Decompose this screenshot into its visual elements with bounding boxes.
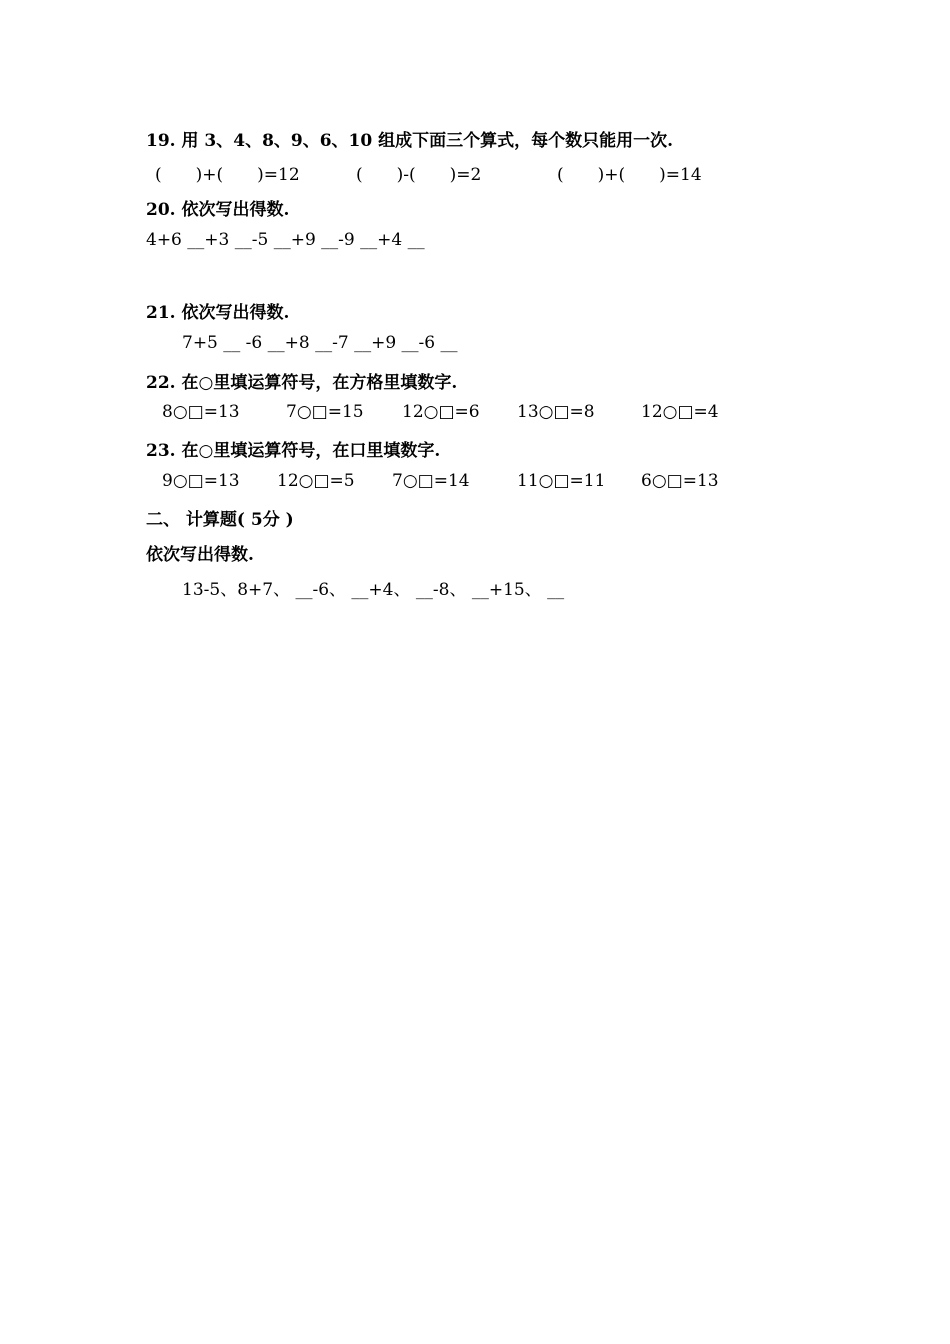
- q23-item-2: 12○□=5: [277, 471, 355, 491]
- q19-equation-2: ( )-( )=2: [356, 165, 482, 185]
- q22-title: 22. 在○里填运算符号，在方格里填数字.: [146, 373, 458, 393]
- q20-chain: 4+6 __+3 __-5 __+9 __-9 __+4 __: [146, 230, 425, 250]
- q21-chain: 7+5 __ -6 __+8 __-7 __+9 __-6 __: [182, 333, 458, 353]
- q21-title: 21. 依次写出得数.: [146, 303, 290, 323]
- q22-item-5: 12○□=4: [641, 402, 719, 422]
- section-2-chain: 13-5、8+7、 __-6、 __+4、 __-8、 __+15、 __: [182, 580, 565, 600]
- section-2-instruction: 依次写出得数.: [146, 545, 254, 565]
- q23-item-3: 7○□=14: [392, 471, 470, 491]
- q22-item-1: 8○□=13: [162, 402, 240, 422]
- q19-equation-1: ( )+( )=12: [155, 165, 300, 185]
- q23-item-1: 9○□=13: [162, 471, 240, 491]
- q23-item-5: 6○□=13: [641, 471, 719, 491]
- q19-title: 19. 用 3、4、8、9、6、10 组成下面三个算式，每个数只能用一次.: [146, 131, 674, 151]
- q22-item-4: 13○□=8: [517, 402, 595, 422]
- section-2-heading: 二、 计算题( 5分 ): [146, 510, 294, 530]
- q20-title: 20. 依次写出得数.: [146, 200, 290, 220]
- q22-item-3: 12○□=6: [402, 402, 480, 422]
- q22-item-2: 7○□=15: [286, 402, 364, 422]
- q23-title: 23. 在○里填运算符号，在口里填数字.: [146, 441, 441, 461]
- q19-equation-3: ( )+( )=14: [557, 165, 702, 185]
- q23-item-4: 11○□=11: [517, 471, 606, 491]
